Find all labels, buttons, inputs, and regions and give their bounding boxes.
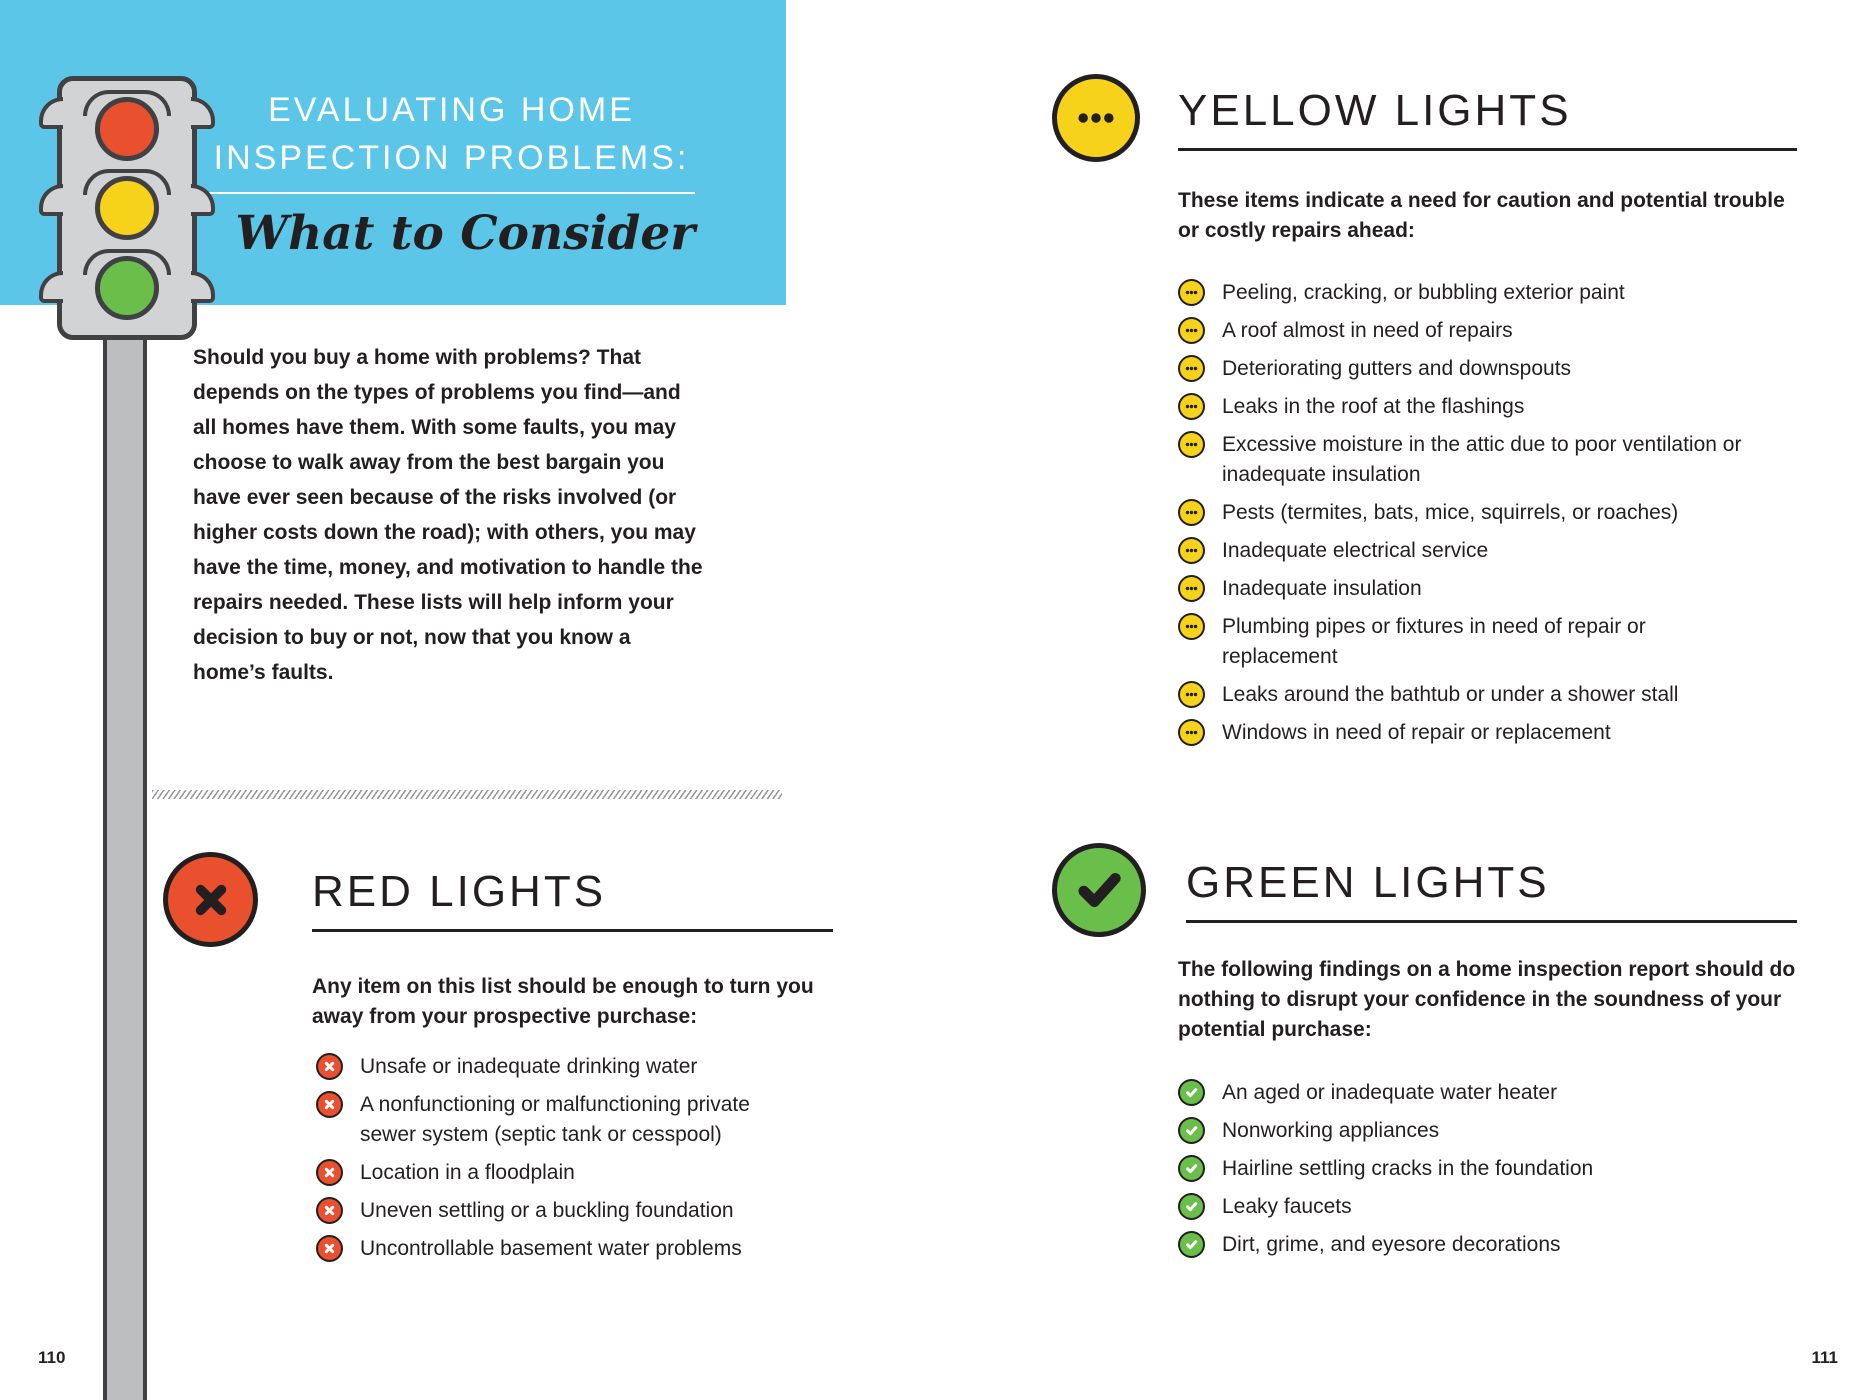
list-item [316, 1090, 781, 1150]
yellow-lights-intro: These items indicate a need for caution and potential trouble or costly repairs ahead: [1178, 189, 1785, 242]
list-item-text: Location in a floodplain [360, 1161, 575, 1184]
dots-circle-icon [1178, 719, 1205, 746]
dots-circle-icon [1178, 279, 1205, 306]
list-item [1178, 278, 1753, 308]
traffic-light-slot [95, 256, 159, 320]
list-item [1178, 1230, 1753, 1260]
list-item [1178, 316, 1753, 346]
traffic-light-visor [83, 169, 171, 195]
check-circle-icon [1178, 1193, 1205, 1220]
x-circle-icon [316, 1235, 343, 1262]
list-item [316, 1158, 781, 1188]
dots-circle-icon [1178, 393, 1205, 420]
list-item-text: An aged or inadequate water heater [1222, 1081, 1558, 1104]
dots-circle-icon [1178, 575, 1205, 602]
dots-circle-icon [1178, 499, 1205, 526]
list-item-text: Peeling, cracking, or bubbling exterior paint [1222, 281, 1625, 304]
list-item-text: Uncontrollable basement water problems [360, 1237, 742, 1260]
traffic-light-slot [95, 176, 159, 240]
green-lights-rule [1186, 920, 1797, 923]
dots-circle-icon [1178, 431, 1205, 458]
check-circle-icon [1178, 1155, 1205, 1182]
list-item-text: Nonworking appliances [1222, 1119, 1440, 1142]
yellow-lights-rule [1178, 148, 1797, 151]
list-item [1178, 1192, 1753, 1222]
green-lights-list [1178, 1078, 1753, 1268]
list-item [1178, 498, 1753, 528]
x-circle-icon [316, 1197, 343, 1224]
list-item-text: A roof almost in need of repairs [1222, 319, 1513, 342]
list-item [1178, 1154, 1753, 1184]
red-lights-rule [312, 929, 833, 932]
list-item-text: Hairline settling cracks in the foundation [1222, 1157, 1594, 1180]
list-item [1178, 536, 1753, 566]
x-circle-icon [163, 852, 258, 947]
dots-circle-icon [1178, 613, 1205, 640]
red-lights-title-wrap [312, 867, 833, 932]
x-circle-icon [316, 1053, 343, 1080]
page-number-right: 111 [1811, 1348, 1838, 1367]
page-right [933, 0, 1866, 1400]
intro-paragraph: Should you buy a home with problems? That depends on the types of problems you find—and all homes have them. With some faults, you may choose to walk away from the best bargain you have ever seen because of the risks involved (or higher costs down the road); with others, you may have the time, money, and motivation to handle the repairs needed. These lists will help inform your decision to buy or not, now that you know a home’s faults. [193, 346, 703, 684]
title-underline [208, 192, 695, 194]
list-item [316, 1234, 781, 1264]
list-item-text: Deteriorating gutters and downspouts [1222, 357, 1572, 380]
green-lights-header [1052, 843, 1797, 937]
page-subtitle: What to Consider [235, 206, 695, 261]
yellow-lights-title-wrap [1178, 86, 1797, 151]
list-item [1178, 680, 1753, 710]
list-item-text: Inadequate electrical service [1222, 539, 1489, 562]
traffic-light-visor [83, 249, 171, 275]
list-item [316, 1196, 781, 1226]
list-item-text: Leaks in the roof at the flashings [1222, 395, 1525, 418]
list-item-text: Pests (termites, bats, mice, squirrels, or roaches) [1222, 501, 1679, 524]
red-lights-title: RED LIGHTS [312, 867, 607, 916]
list-item [1178, 612, 1753, 672]
green-lights-intro: The following findings on a home inspection report should do nothing to disrupt your confidence in the soundness of your potential purchase: [1178, 958, 1796, 1041]
red-lights-list [316, 1052, 781, 1272]
list-item [1178, 1078, 1753, 1108]
traffic-light-pole [103, 320, 147, 1400]
list-item [1178, 574, 1753, 604]
dots-circle-icon [1178, 537, 1205, 564]
page-title-line1: EVALUATING HOME [268, 91, 635, 129]
list-item-text: Leaks around the bathtub or under a shower stall [1222, 683, 1679, 706]
dots-circle-icon [1178, 681, 1205, 708]
list-item [1178, 354, 1753, 384]
check-circle-icon [1178, 1079, 1205, 1106]
page-number-left: 110 [38, 1348, 66, 1367]
hatched-divider [152, 790, 782, 799]
list-item-text: Excessive moisture in the attic due to poor ventilation or inadequate insulation [1222, 433, 1742, 486]
check-circle-icon [1178, 1231, 1205, 1258]
list-item-text: Plumbing pipes or fixtures in need of repair or replacement [1222, 615, 1646, 668]
page-title-line2: INSPECTION PROBLEMS: [213, 139, 690, 177]
green-lights-title: GREEN LIGHTS [1186, 857, 1550, 907]
list-item [316, 1052, 781, 1082]
green-lights-title-wrap [1186, 858, 1797, 923]
yellow-lights-header [1052, 74, 1797, 162]
traffic-light-visor [83, 90, 171, 116]
check-circle-icon [1052, 843, 1146, 937]
traffic-light-body [57, 76, 197, 340]
list-item-text: A nonfunctioning or malfunctioning private sewer system (septic tank or cesspool) [360, 1093, 750, 1146]
list-item-text: Windows in need of repair or replacement [1222, 721, 1611, 744]
list-item-text: Uneven settling or a buckling foundation [360, 1199, 734, 1222]
list-item [1178, 430, 1753, 490]
dots-circle-icon [1178, 355, 1205, 382]
list-item-text: Dirt, grime, and eyesore decorations [1222, 1233, 1561, 1256]
list-item-text: Inadequate insulation [1222, 577, 1422, 600]
traffic-light-slot [95, 97, 159, 161]
list-item [1178, 718, 1753, 748]
red-lights-header [163, 852, 833, 947]
red-lights-intro: Any item on this list should be enough to turn you away from your prospective purchase: [312, 975, 814, 1028]
x-circle-icon [316, 1091, 343, 1118]
x-circle-icon [316, 1159, 343, 1186]
list-item [1178, 1116, 1753, 1146]
yellow-lights-list [1178, 278, 1753, 756]
list-item-text: Leaky faucets [1222, 1195, 1352, 1218]
dots-circle-icon [1052, 74, 1140, 162]
page-title [208, 86, 695, 261]
list-item-text: Unsafe or inadequate drinking water [360, 1055, 698, 1078]
dots-circle-icon [1178, 317, 1205, 344]
list-item [1178, 392, 1753, 422]
yellow-lights-title: YELLOW LIGHTS [1178, 85, 1572, 135]
check-circle-icon [1178, 1117, 1205, 1144]
